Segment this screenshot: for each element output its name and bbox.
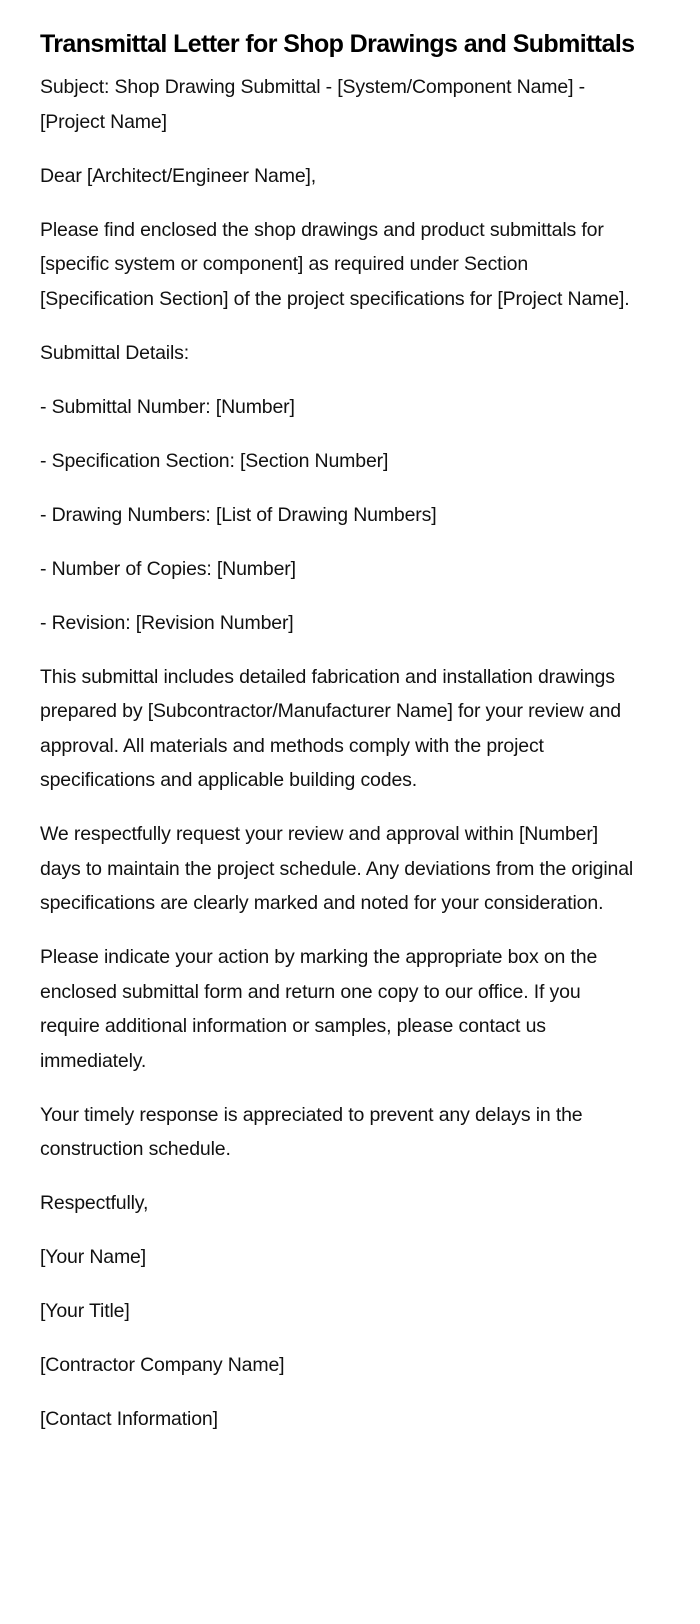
signature-title: [Your Title]: [40, 1300, 130, 1322]
signature-contact: [Contact Information]: [40, 1408, 218, 1430]
detail-revision: - Revision: [Revision Number]: [40, 611, 294, 634]
subject-line: Subject: Shop Drawing Submittal - [System/Component Name] - [Project Name]: [40, 76, 585, 133]
body-paragraph-scope: This submittal includes detailed fabrication and installation drawings prepared by [Subcontractor/Manufacturer Name] for your review and approval. All materials and methods comply with the project specifications and applicable building codes.: [40, 665, 621, 791]
detail-number-of-copies: - Number of Copies: [Number]: [40, 557, 296, 580]
detail-submittal-number: - Submittal Number: [Number]: [40, 395, 295, 418]
detail-drawing-numbers: - Drawing Numbers: [List of Drawing Numbers]: [40, 503, 437, 526]
body-paragraph-response: Your timely response is appreciated to prevent any delays in the construction schedule.: [40, 1103, 583, 1160]
document-title: Transmittal Letter for Shop Drawings and Submittals: [40, 30, 635, 58]
signature-company: [Contractor Company Name]: [40, 1354, 285, 1376]
body-paragraph-action: Please indicate your action by marking the appropriate box on the enclosed submittal form and return one copy to our office. If you require additional information or samples, please contact us immediately.: [40, 946, 598, 1072]
details-heading: Submittal Details:: [40, 341, 190, 364]
signature-name: [Your Name]: [40, 1246, 147, 1268]
detail-specification-section: - Specification Section: [Section Number]: [40, 449, 389, 472]
salutation: Dear [Architect/Engineer Name],: [40, 164, 317, 187]
intro-paragraph: Please find enclosed the shop drawings and product submittals for [specific system or component] as required under Section [Specification Section] of the project specifications for [Project Name].: [40, 218, 630, 310]
closing: Respectfully,: [40, 1192, 149, 1214]
body-paragraph-review-request: We respectfully request your review and approval within [Number] days to maintain the project schedule. Any deviations from the original specifications are clearly marked and noted for your consideration.: [40, 823, 634, 914]
